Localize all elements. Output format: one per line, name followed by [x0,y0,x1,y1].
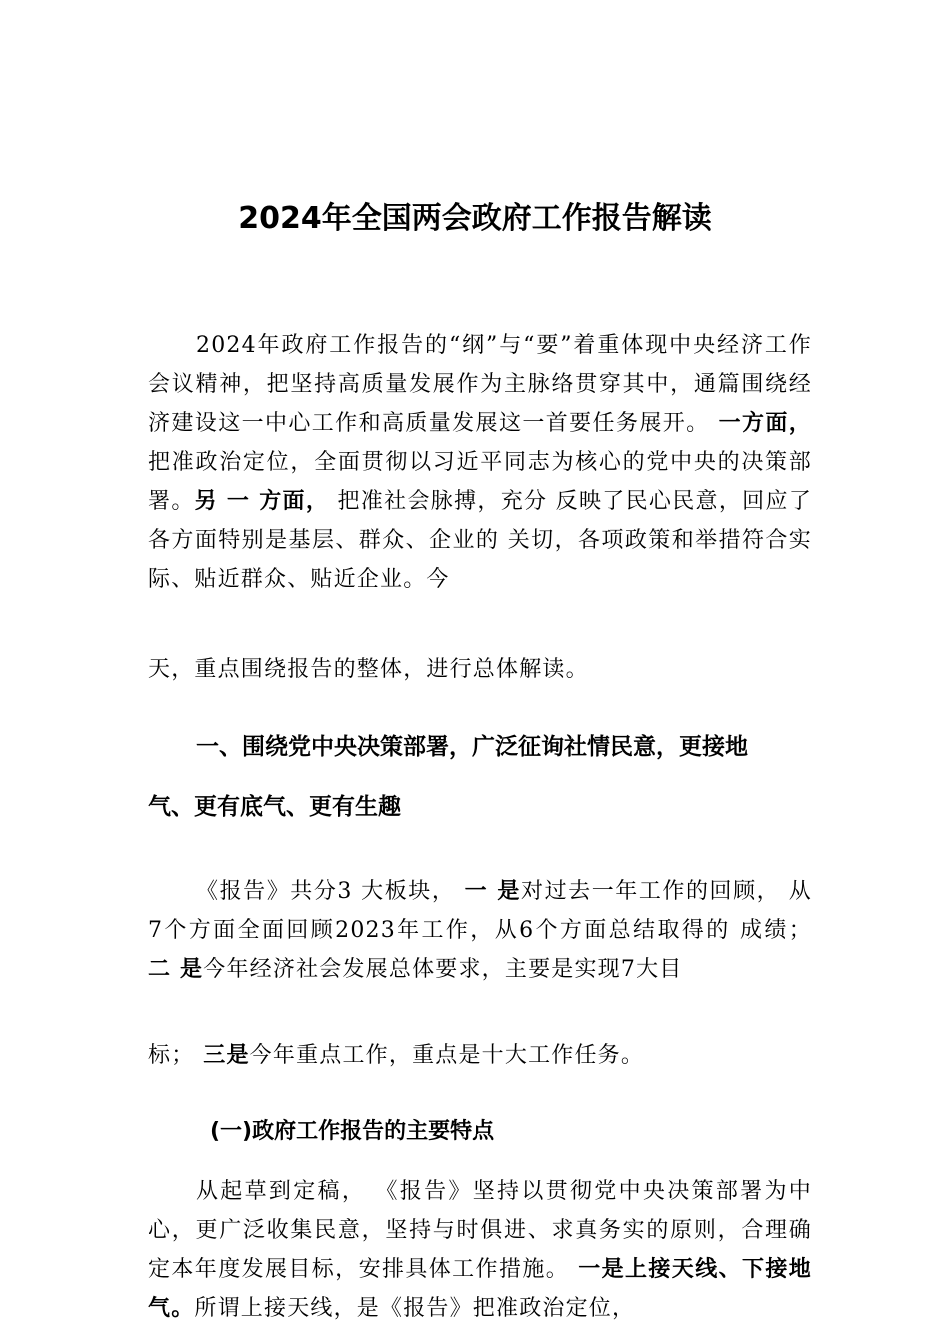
bold-phrase: 二 是 [148,957,204,982]
paragraph-text: 对过去一年工作的回顾， 从7个方面全面回顾2023年工作，从6个方面总结取得的 成绩； [148,879,812,943]
paragraph-text: 2024年政府工作报告的“纲”与“要”着重体现中央经济工作会议精神，把坚持高质量发展作为主脉络贯穿其中，通篇围绕经济建设这一中心工作和高质量发展这一首要任务展开。 [148,333,812,436]
paragraph-text: 从起草到定稿， 《报告》坚持以贯彻党中央决策部署为中心，更广泛收集民意，坚持与时俱进、求真务实的原则，合理确定本年度发展目标，安排具体工作措施。 [148,1179,812,1282]
bold-phrase: 另 一 方面， [194,489,330,514]
paragraph-text: 今年经济社会发展总体要求，主要是实现7大目 [203,957,683,982]
paragraph-structure [148,872,812,989]
document-title: 2024年全国两会政府工作报告解读 [238,201,712,236]
section-heading-1-continued: 气、更有底气、更有生趣 [148,794,401,820]
paragraph-text: 所谓上接天线，是《报告》把准政治定位， [194,1296,636,1321]
paragraph-text: 标； [148,1043,195,1068]
paragraph-continuation: 天，重点围绕报告的整体，进行总体解读。 [148,657,589,682]
bold-phrase: 一方面， [709,411,812,436]
section-heading-1: 一、围绕党中央决策部署，广泛征询社情民意，更接地 [196,734,748,760]
paragraph-continuation-2 [148,1036,812,1075]
bold-phrase: 一是上接天线、下接地气。 [148,1257,812,1321]
paragraph-features [148,1172,812,1328]
subsection-heading-1: (一)政府工作报告的主要特点 [210,1119,495,1144]
paragraph-text: 《报告》共分3 大板块， [196,879,456,904]
paragraph-text: 今年重点工作，重点是十大工作任务。 [249,1043,645,1068]
bold-phrase: 一 是 [455,879,522,904]
paragraph-text: 把准政治定位，全面贯彻以习近平同志为核心的党中央的决策部署。 [148,450,812,514]
bold-phrase: 三是 [194,1043,250,1068]
paragraph-text: 把准社会脉搏，充分 反映了民心民意，回应了各方面特别是基层、群众、企业的 关切，各项政策和举措符合实际、贴近群众、贴近企业。今 [148,489,813,592]
paragraph-intro [148,326,812,599]
